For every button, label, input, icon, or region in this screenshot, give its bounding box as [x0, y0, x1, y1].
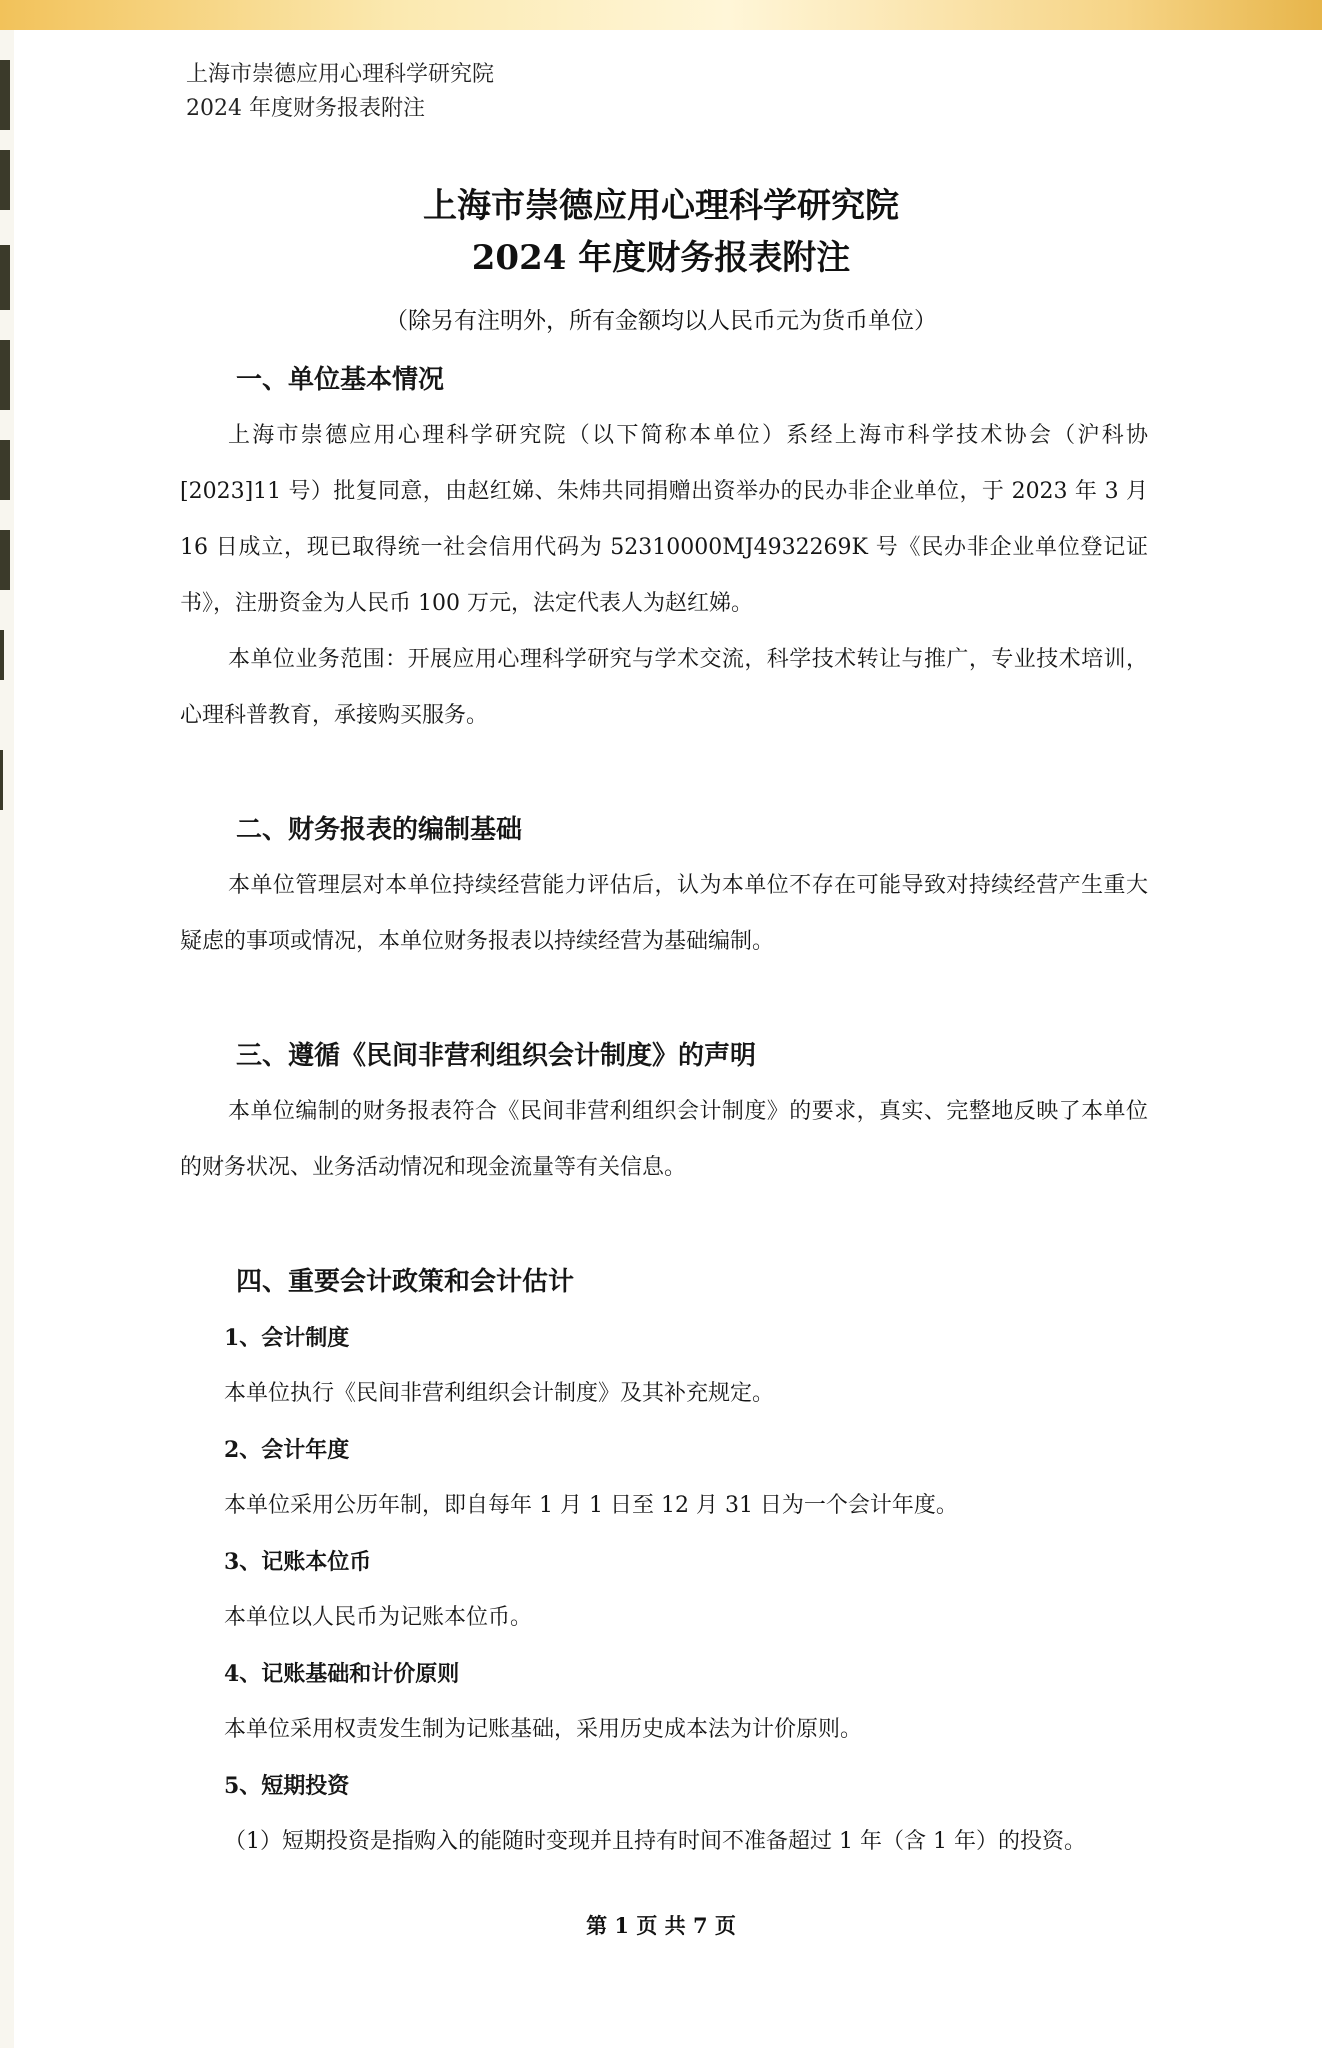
currency-note: （除另有注明外，所有金额均以人民币元为货币单位）: [385, 308, 937, 334]
binding-mark: [0, 60, 10, 130]
policy-item-text: 本单位执行《民间非营利组织会计制度》及其补充规定。: [224, 1381, 775, 1406]
header-org-name: 上海市崇德应用心理科学研究院: [186, 62, 495, 87]
section-3-para-1: 本单位编制的财务报表符合《民间非营利组织会计制度》的要求，真实、完整地反映了本单位的财务状况、业务活动情况和现金流量等有关信息。: [180, 1099, 1148, 1180]
title-line-1: 上海市崇德应用心理科学研究院: [423, 186, 899, 226]
header-report-name: 2024 年度财务报表附注: [186, 96, 425, 121]
section-1-title: 一、单位基本情况: [236, 365, 445, 395]
section-2-para-1: 本单位管理层对本单位持续经营能力评估后，认为本单位不存在可能导致对持续经营产生重大疑虑的事项或情况，本单位财务报表以持续经营为基础编制。: [180, 873, 1148, 954]
document-title: [0, 180, 1322, 284]
title-line-2: 2024 年度财务报表附注: [471, 238, 851, 278]
policy-item-text: 本单位采用公历年制，即自每年 1 月 1 日至 12 月 31 日为一个会计年度。: [224, 1493, 958, 1518]
binding-mark: [0, 440, 10, 500]
policy-item-text: 本单位以人民币为记账本位币。: [224, 1605, 533, 1630]
spacer: [180, 744, 1148, 802]
policy-item-title: 2、会计年度: [224, 1437, 350, 1463]
spacer: [180, 970, 1148, 1028]
binding-mark: [0, 750, 3, 810]
section-1-para-1: 上海市崇德应用心理科学研究院（以下简称本单位）系经上海市科学技术协会（沪科协[2023]11 号）批复同意，由赵红娣、朱炜共同捐赠出资举办的民办非企业单位，于 2023 年 3 月 16 日成立，现已取得统一社会信用代码为 52310000MJ4932269K 号《民办非企业单位登记证书》，注册资金为人民币 100 万元，法定代表人为赵红娣。: [180, 423, 1148, 616]
policy-item-title: 4、记账基础和计价原则: [224, 1661, 460, 1687]
policy-item-title: 1、会计制度: [224, 1325, 350, 1351]
binding-mark: [0, 530, 10, 590]
running-header: [186, 58, 494, 126]
section-1-para-2: 本单位业务范围：开展应用心理科学研究与学术交流，科学技术转让与推广，专业技术培训，心理科普教育，承接购买服务。: [180, 647, 1148, 728]
document-body: [180, 352, 1148, 1870]
binding-mark: [0, 340, 10, 410]
section-4-title: 四、重要会计政策和会计估计: [236, 1267, 575, 1297]
page-number: 第 1 页 共 7 页: [586, 1913, 736, 1938]
binding-mark: [0, 630, 4, 680]
scan-top-band: [0, 0, 1322, 30]
spacer: [180, 1196, 1148, 1254]
policy-item-title: 3、记账本位币: [224, 1549, 372, 1575]
section-2-title: 二、财务报表的编制基础: [236, 815, 523, 845]
policy-item-text: 本单位采用权责发生制为记账基础，采用历史成本法为计价原则。: [224, 1717, 863, 1742]
policy-item-title: 5、短期投资: [224, 1773, 350, 1799]
policy-item-text: （1）短期投资是指购入的能随时变现并且持有时间不准备超过 1 年（含 1 年）的投资。: [224, 1829, 1086, 1854]
section-3-title: 三、遵循《民间非营利组织会计制度》的声明: [236, 1041, 757, 1071]
